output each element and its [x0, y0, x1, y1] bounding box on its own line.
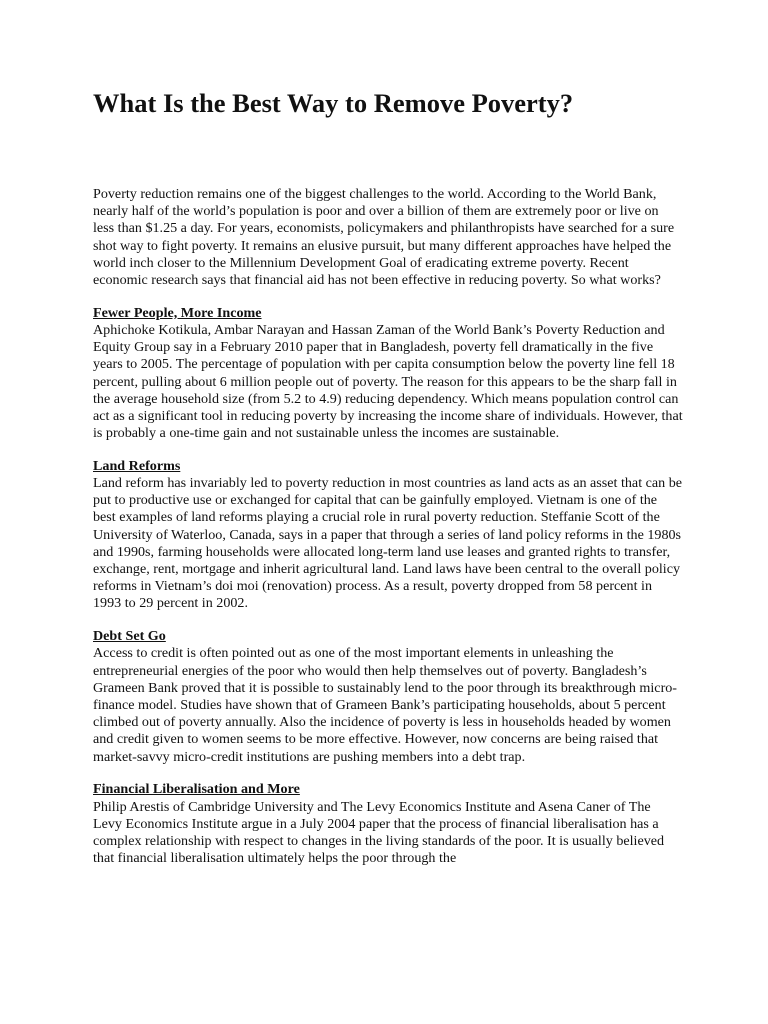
section-debt-set-go [93, 628, 683, 766]
section-paragraph: Land reform has invariably led to poverty reduction in most countries as land acts as an asset that can be put to productive use or exchanged for capital that can be gainfully employed. Vietnam is one of the best examples of land reforms playing a crucial role in rural poverty reduction. Steffanie Scott of the University of Waterloo, Canada, says in a paper that through a series of land policy reforms in the 1980s and 1990s, farming households were allocated long-term land use leases and granted rights to transfer, exchange, rent, mortgage and inherit agricultural land. Land laws have been central to the overall policy reforms in Vietnam’s doi moi (renovation) process. As a result, poverty dropped from 58 percent in 1993 to 29 percent in 2002. [93, 475, 683, 612]
section-fewer-people [93, 305, 683, 443]
intro-paragraph: Poverty reduction remains one of the biggest challenges to the world. According to the World Bank, nearly half of the world’s population is poor and over a billion of them are extremely poor or live on less than $1.25 a day. For years, economists, policymakers and philanthropists have searched for a sure shot way to fight poverty. It remains an elusive pursuit, but many different approaches have helped the world inch closer to the Millennium Development Goal of eradicating extreme poverty. Recent economic research says that financial aid has not been effective in reducing poverty. So what works? [93, 186, 675, 289]
section-heading: Financial Liberalisation and More [93, 781, 300, 798]
section-paragraph: Access to credit is often pointed out as one of the most important elements in unleashing the entrepreneurial energies of the poor who would then help themselves out of poverty. Bangladesh’s Grameen Bank proved that it is possible to sustainably lend to the poor through its breakthrough micro-finance model. Studies have shown that of Grameen Bank’s participating households, about 5 percent climbed out of poverty annually. Also the incidence of poverty is less in households headed by women and credit given to women seems to be more effective. However, now concerns are being raised that market-savvy micro-credit institutions are pushing members into a debt trap. [93, 645, 677, 765]
document-title: What Is the Best Way to Remove Poverty? [93, 88, 574, 118]
section-financial-liberalisation [93, 781, 683, 867]
section-land-reforms [93, 458, 683, 613]
section-paragraph: Philip Arestis of Cambridge University and The Levy Economics Institute and Asena Caner of The Levy Economics Institute argue in a July 2004 paper that the process of financial liberalisation has a complex relationship with respect to changes in the living standards of the poor. It is usually believed that financial liberalisation ultimately helps the poor through the [93, 798, 665, 867]
section-heading: Debt Set Go [93, 628, 166, 645]
section-heading: Land Reforms [93, 457, 181, 474]
section-paragraph: Aphichoke Kotikula, Ambar Narayan and Hassan Zaman of the World Bank’s Poverty Reduction and Equity Group say in a February 2010 paper that in Bangladesh, poverty fell dramatically in the five years to 2005. The percentage of population with per capita consumption below the poverty line fell 18 percent, pulling about 6 million people out of poverty. The reason for this appears to be the sharp fall in the average household size (from 5.2 to 4.9) reducing dependency. Which means population control can act as a significant tool in reducing poverty by increasing the income share of individuals. However, that is probably a one-time gain and not sustainable unless the incomes are sustainable. [93, 321, 683, 442]
section-heading: Fewer People, More Income [93, 304, 262, 321]
document-body [93, 186, 683, 883]
